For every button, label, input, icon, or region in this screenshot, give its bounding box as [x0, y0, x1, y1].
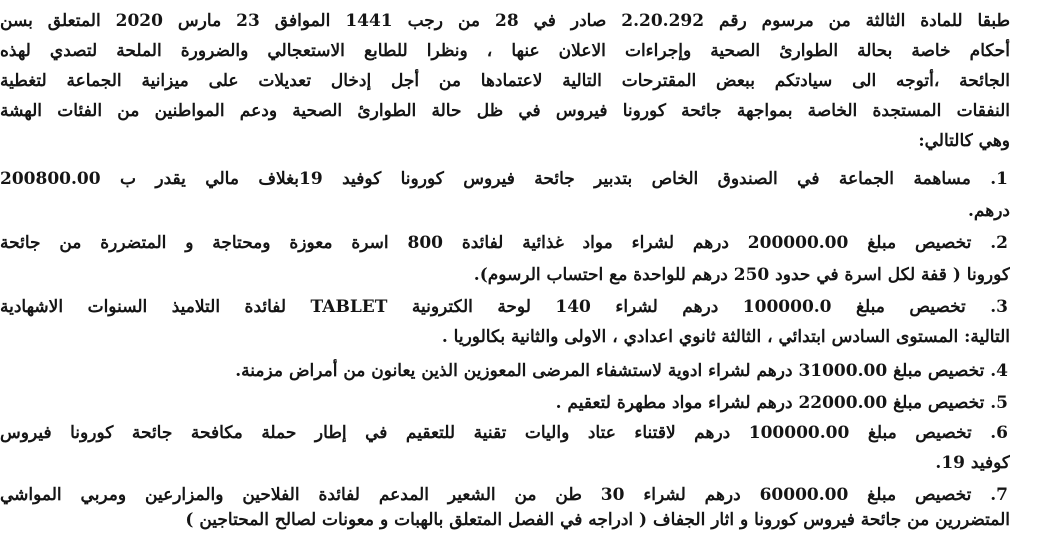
list-item-1-cont: درهم.	[968, 201, 1010, 221]
list-item-7: 7. تخصيص مبلغ 60000.00 درهم لشراء 30 طن من الشعير المدعم لفائدة الفلاحين والمزارعين ومربي المواشي	[0, 485, 1008, 505]
list-item-2: 2. تخصيص مبلغ 200000.00 درهم لشراء مواد غذائية لفائدة 800 اسرة معوزة ومحتاجة و المتضررة من جائحة	[0, 233, 1008, 253]
paragraph-line-5: وهي كالتالي:	[918, 131, 1010, 151]
list-item-4: 4. تخصيص مبلغ 31000.00 درهم لشراء ادوية لاستشفاء المرضى المعوزين الذين يعانون من أمراض مزمنة.	[235, 361, 1008, 381]
list-item-2-cont: كورونا ( قفة لكل اسرة في حدود 250 درهم للواحدة مع احتساب الرسوم).	[473, 265, 1010, 285]
list-item-3-cont: التالية: المستوى السادس ابتدائي ، الثالثة ثانوي اعدادي ، الاولى والثانية بكالوريا .	[441, 327, 1010, 347]
list-item-5: 5. تخصيص مبلغ 22000.00 درهم لشراء مواد مطهرة لتعقيم .	[555, 393, 1008, 413]
list-item-1: 1. مساهمة الجماعة في الصندوق الخاص بتدبير جائحة فيروس كورونا كوفيد 19بغلاف مالي يقدر ب 200800.00	[0, 169, 1008, 189]
paragraph-line-1: طبقا للمادة الثالثة من مرسوم رقم 2.20.292 صادر في 28 من رجب 1441 الموافق 23 مارس 2020 المتعلق بسن	[0, 11, 1010, 31]
list-item-6: 6. تخصيص مبلغ 100000.00 درهم لاقتناء عتاد واليات تقنية للتعقيم في إطار حملة مكافحة جائحة كورونا فيروس	[0, 423, 1008, 443]
list-item-7-cont: المتضررين من جائحة فيروس كورونا و اثار الجفاف ( ادراجه في الفصل المتعلق بالهبات و معونات لصالح المحتاجين )	[185, 510, 1010, 530]
paragraph-line-4: النفقات المستجدة الخاصة بمواجهة جائحة كورونا فيروس في ظل حالة الطوارئ الصحية ودعم المواطنين من الفئات الهشة	[0, 101, 1010, 121]
list-item-6-cont: كوفيد 19.	[935, 453, 1010, 473]
list-item-3: 3. تخصيص مبلغ 100000.0 درهم لشراء 140 لوحة الكترونية TABLET لفائدة التلاميذ السنوات الاشهادية	[0, 297, 1008, 317]
paragraph-line-3: الجائحة ،أتوجه الى سيادتكم ببعض المقترحات التالية لاعتمادها من أجل إدخال تعديلات على ميزانية الجماعة لتغطية	[0, 71, 1010, 91]
paragraph-line-2: أحكام خاصة بحالة الطوارئ الصحية وإجراءات الاعلان عنها ، ونظرا للطابع الاستعجالي والضرورة الملحة لتصدي لهذه	[0, 41, 1010, 61]
